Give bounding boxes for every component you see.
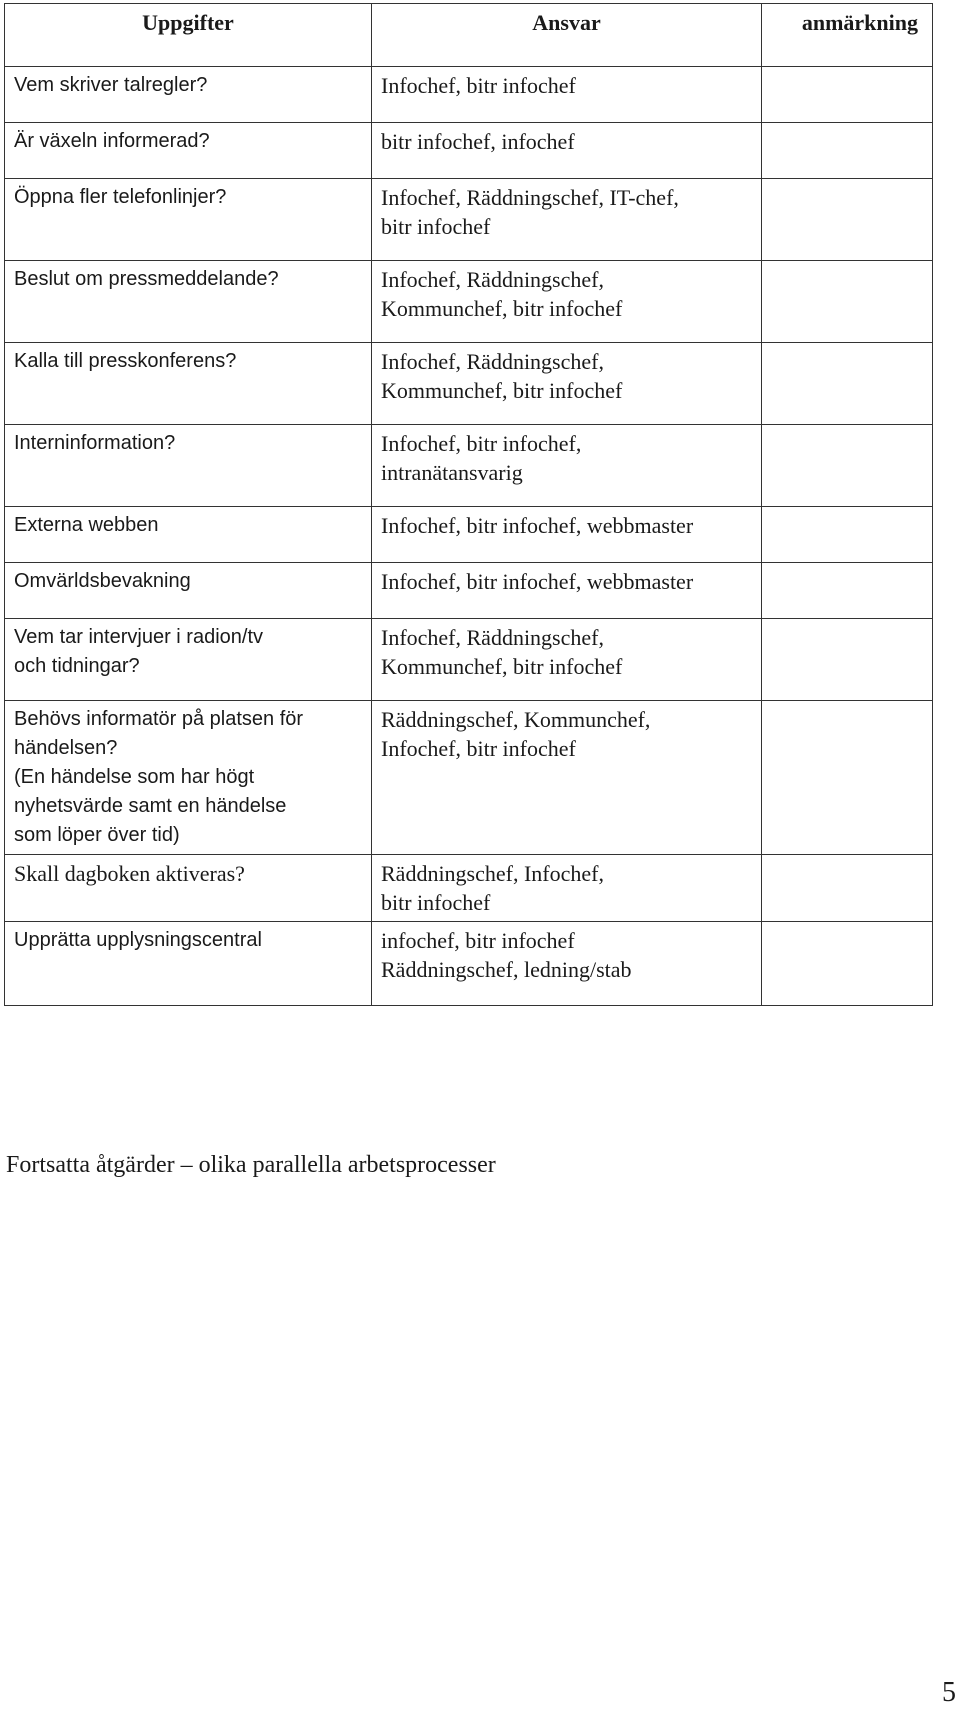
- cell-anmarkning: [762, 123, 933, 179]
- cell-task: [5, 563, 372, 619]
- cell-ansvar: [372, 123, 762, 179]
- cell-ansvar: [372, 343, 762, 425]
- table-row: [5, 179, 933, 261]
- cell-task: [5, 179, 372, 261]
- cell-task: [5, 701, 372, 855]
- task-text: Är växeln informerad?: [14, 130, 210, 152]
- cell-ansvar: [372, 701, 762, 855]
- cell-ansvar: [372, 922, 762, 1006]
- cell-ansvar: [372, 855, 762, 922]
- cell-anmarkning: [762, 701, 933, 855]
- ansvar-text: Räddningschef, Kommunchef,: [381, 707, 651, 732]
- ansvar-text: Infochef, Räddningschef,: [381, 267, 604, 292]
- ansvar-text: intranätansvarig: [381, 460, 523, 485]
- task-text: Interninformation?: [14, 432, 176, 454]
- cell-ansvar: [372, 261, 762, 343]
- table-row: [5, 563, 933, 619]
- cell-task: [5, 343, 372, 425]
- ansvar-text: Infochef, bitr infochef, webbmaster: [381, 513, 694, 538]
- task-text: Kalla till presskonferens?: [14, 350, 237, 372]
- ansvar-text: Infochef, Räddningschef,: [381, 349, 604, 374]
- table-row: [5, 507, 933, 563]
- ansvar-text: bitr infochef: [381, 890, 491, 915]
- ansvar-text: Infochef, bitr infochef: [381, 736, 576, 761]
- table-row: [5, 343, 933, 425]
- cell-anmarkning: [762, 425, 933, 507]
- table-row: [5, 855, 933, 922]
- table-row: [5, 922, 933, 1006]
- ansvar-text: bitr infochef: [381, 214, 491, 239]
- task-text: som löper över tid): [14, 824, 180, 846]
- task-text: och tidningar?: [14, 655, 140, 677]
- cell-task: [5, 507, 372, 563]
- cell-anmarkning: [762, 563, 933, 619]
- cell-task: [5, 922, 372, 1006]
- ansvar-text: bitr infochef, infochef: [381, 129, 575, 154]
- cell-anmarkning: [762, 179, 933, 261]
- table-header-row: [5, 4, 933, 67]
- table-row: [5, 619, 933, 701]
- task-text: (En händelse som har högt: [14, 766, 255, 788]
- header-uppgifter: Uppgifter: [5, 4, 372, 67]
- cell-task: [5, 855, 372, 922]
- table-row: [5, 701, 933, 855]
- cell-ansvar: [372, 563, 762, 619]
- ansvar-text: Infochef, bitr infochef: [381, 73, 576, 98]
- cell-anmarkning: [762, 261, 933, 343]
- task-text: Upprätta upplysningscentral: [14, 929, 262, 951]
- task-text: Öppna fler telefonlinjer?: [14, 186, 227, 208]
- table-row: [5, 123, 933, 179]
- task-text: Beslut om pressmeddelande?: [14, 268, 279, 290]
- cell-task: [5, 261, 372, 343]
- cell-ansvar: [372, 67, 762, 123]
- cell-ansvar: [372, 619, 762, 701]
- ansvar-text: Infochef, Räddningschef,: [381, 625, 604, 650]
- responsibility-table: [4, 3, 933, 1006]
- ansvar-text: Infochef, bitr infochef, webbmaster: [381, 569, 694, 594]
- cell-ansvar: [372, 179, 762, 261]
- page-number: 5: [942, 1677, 956, 1708]
- ansvar-text: infochef, bitr infochef: [381, 928, 575, 953]
- cell-task: [5, 67, 372, 123]
- table-body: [5, 67, 933, 1006]
- cell-anmarkning: [762, 855, 933, 922]
- header-anmarkning: anmärkning: [762, 4, 933, 67]
- cell-anmarkning: [762, 67, 933, 123]
- table-row: [5, 261, 933, 343]
- task-text: händelsen?: [14, 737, 118, 759]
- table-row: [5, 67, 933, 123]
- ansvar-text: Kommunchef, bitr infochef: [381, 296, 623, 321]
- task-text: Externa webben: [14, 514, 159, 536]
- table-row: [5, 425, 933, 507]
- ansvar-text: Räddningschef, Infochef,: [381, 861, 604, 886]
- ansvar-text: Infochef, Räddningschef, IT-chef,: [381, 185, 679, 210]
- cell-task: [5, 123, 372, 179]
- task-text: Omvärldsbevakning: [14, 570, 191, 592]
- cell-ansvar: [372, 507, 762, 563]
- ansvar-text: Räddningschef, ledning/stab: [381, 957, 632, 982]
- cell-ansvar: [372, 425, 762, 507]
- task-text: Skall dagboken aktiveras?: [14, 861, 245, 886]
- task-text: Vem skriver talregler?: [14, 74, 208, 96]
- cell-task: [5, 619, 372, 701]
- section-heading: Fortsatta åtgärder – olika parallella arbetsprocesser: [6, 1152, 496, 1178]
- cell-anmarkning: [762, 922, 933, 1006]
- ansvar-text: Infochef, bitr infochef,: [381, 431, 582, 456]
- task-text: Vem tar intervjuer i radion/tv: [14, 626, 263, 648]
- cell-anmarkning: [762, 343, 933, 425]
- cell-anmarkning: [762, 507, 933, 563]
- ansvar-text: Kommunchef, bitr infochef: [381, 654, 623, 679]
- ansvar-text: Kommunchef, bitr infochef: [381, 378, 623, 403]
- task-text: nyhetsvärde samt en händelse: [14, 795, 287, 817]
- header-ansvar: Ansvar: [372, 4, 762, 67]
- task-text: Behövs informatör på platsen för: [14, 708, 304, 730]
- cell-task: [5, 425, 372, 507]
- cell-anmarkning: [762, 619, 933, 701]
